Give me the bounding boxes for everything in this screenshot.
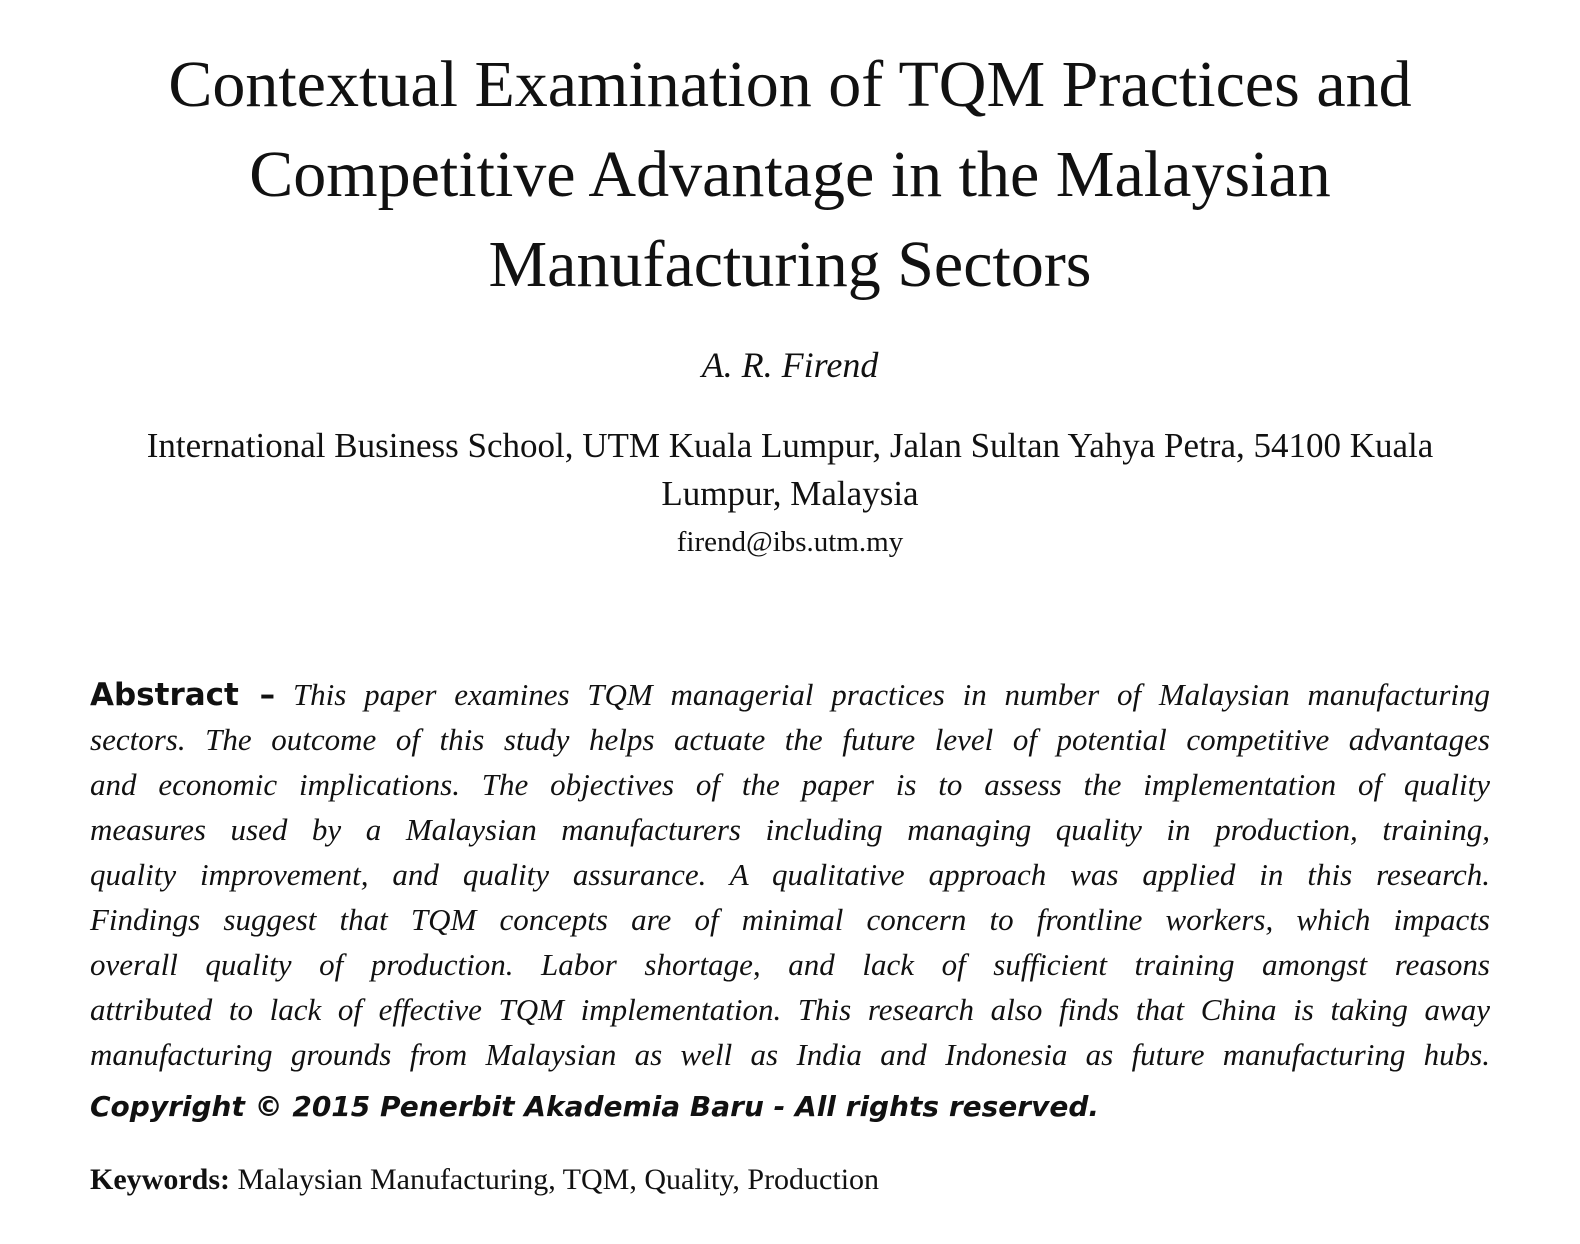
abstract-line: sectors. The outcome of this study helps actuate the future level of potential competitive advantages	[90, 722, 1490, 757]
abstract-line	[90, 672, 1490, 717]
abstract-line: and economic implications. The objectives of the paper is to assess the implementation of quality	[90, 767, 1490, 802]
abstract-section	[90, 672, 1490, 1077]
paper-title	[90, 40, 1490, 310]
author-email: firend@ibs.utm.my	[676, 526, 904, 558]
abstract-line: attributed to lack of effective TQM implementation. This research also finds that China is taking away	[90, 992, 1490, 1027]
abstract-line: manufacturing grounds from Malaysian as well as India and Indonesia as future manufacturing hubs.	[90, 1037, 1490, 1072]
title-line: Competitive Advantage in the Malaysian	[249, 138, 1331, 211]
title-line: Manufacturing Sectors	[488, 228, 1092, 301]
abstract-line: Findings suggest that TQM concepts are of minimal concern to frontline workers, which impacts	[90, 902, 1490, 937]
abstract-label: Abstract –	[90, 677, 276, 713]
affiliation-line: International Business School, UTM Kuala Lumpur, Jalan Sultan Yahya Petra, 54100 Kuala	[146, 426, 1434, 465]
abstract-line: quality improvement, and quality assurance. A qualitative approach was applied in this research.	[90, 857, 1490, 892]
title-line: Contextual Examination of TQM Practices and	[168, 48, 1412, 121]
author-name: A. R. Firend	[701, 345, 879, 385]
abstract-text: This paper examines TQM managerial practices in number of Malaysian manufacturing	[292, 677, 1490, 712]
abstract-line: overall quality of production. Labor shortage, and lack of sufficient training amongst reasons	[90, 947, 1490, 982]
keywords-section	[90, 1158, 879, 1202]
affiliation-line: Lumpur, Malaysia	[661, 474, 919, 513]
author-affiliation	[80, 422, 1500, 518]
keywords-label: Keywords:	[90, 1163, 230, 1196]
keywords-value: Malaysian Manufacturing, TQM, Quality, Production	[237, 1163, 880, 1196]
abstract-line: measures used by a Malaysian manufacturers including managing quality in production, training,	[90, 812, 1490, 847]
copyright-notice: Copyright © 2015 Penerbit Akademia Baru - All rights reserved.	[90, 1090, 1099, 1123]
